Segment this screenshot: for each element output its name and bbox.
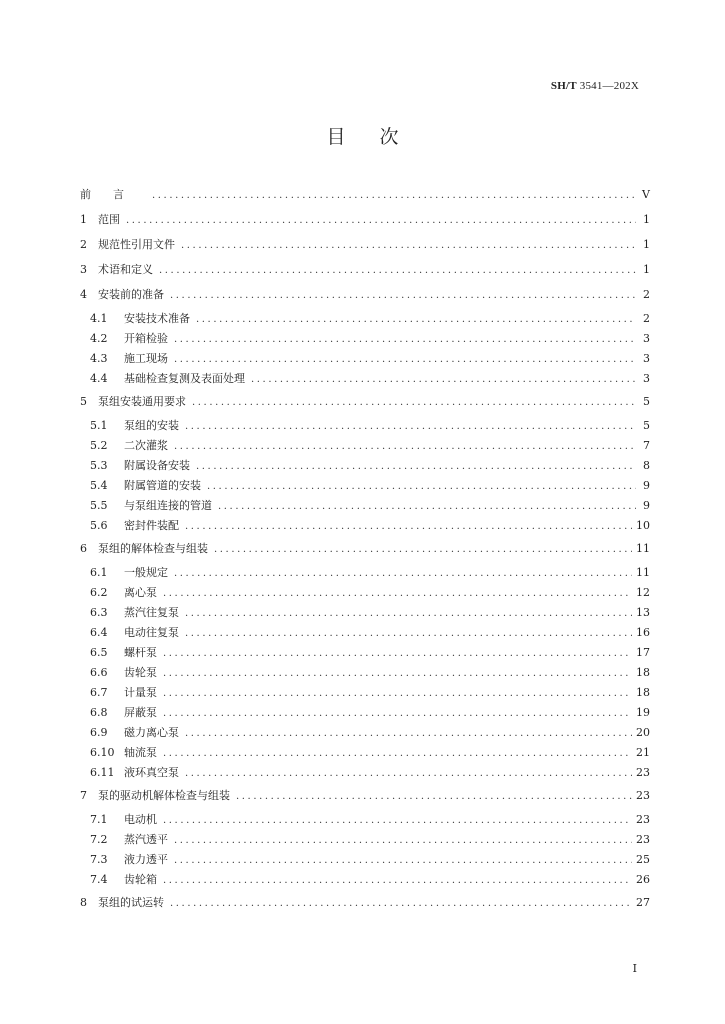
toc-entry[interactable] xyxy=(80,810,650,830)
toc-entry-number: 6.5 xyxy=(90,646,108,659)
toc-entry-page: 21 xyxy=(636,746,650,759)
dot-leader xyxy=(185,604,632,624)
toc-entry-page: 3 xyxy=(643,332,650,345)
toc-entry[interactable] xyxy=(80,683,650,703)
dot-leader xyxy=(214,537,632,562)
dot-leader xyxy=(185,417,636,437)
toc-entry-page: 5 xyxy=(643,419,650,432)
toc-entry-label: 液环真空泵 xyxy=(124,766,179,779)
toc-entry-number: 5.5 xyxy=(90,499,108,512)
toc-entry[interactable] xyxy=(80,583,650,603)
toc-entry-number: 6 xyxy=(80,542,87,555)
toc-entry[interactable] xyxy=(80,257,650,282)
toc-entry-page: V xyxy=(642,188,650,201)
toc-entry[interactable] xyxy=(80,182,650,207)
toc-entry-page: 26 xyxy=(636,873,650,886)
toc-entry-label: 安装前的准备 xyxy=(98,288,164,301)
toc-title: 目次 xyxy=(326,126,433,148)
toc-entry-label: 电动往复泵 xyxy=(124,626,179,639)
toc-entry-number: 6.10 xyxy=(90,746,115,759)
dot-leader xyxy=(218,497,636,517)
toc-entry[interactable] xyxy=(80,603,650,623)
toc-entry-page: 20 xyxy=(636,726,650,739)
toc-entry-number: 6.4 xyxy=(90,626,108,639)
toc-entry-page: 18 xyxy=(636,666,650,679)
toc-entry-page: 23 xyxy=(636,813,650,826)
dot-leader xyxy=(174,831,632,851)
toc-entry-label: 齿轮泵 xyxy=(124,666,157,679)
toc-entry-number: 5.6 xyxy=(90,519,108,532)
toc-entry-label: 螺杆泵 xyxy=(124,646,157,659)
toc-entry[interactable] xyxy=(80,416,650,436)
toc-entry[interactable] xyxy=(80,456,650,476)
toc-entry[interactable] xyxy=(80,890,650,915)
dot-leader xyxy=(185,764,632,784)
toc-entry-label: 二次灌浆 xyxy=(124,439,168,452)
toc-entry-page: 17 xyxy=(636,646,650,659)
toc-entry-page: 11 xyxy=(636,542,650,555)
toc-entry-label: 施工现场 xyxy=(124,352,168,365)
toc-entry-page: 25 xyxy=(636,853,650,866)
toc-entry[interactable] xyxy=(80,783,650,808)
dot-leader xyxy=(185,624,632,644)
toc-entry-label: 术语和定义 xyxy=(98,263,153,276)
dot-leader xyxy=(174,350,636,370)
toc-entry-number: 6.6 xyxy=(90,666,108,679)
toc-entry-page: 7 xyxy=(643,439,650,452)
dot-leader xyxy=(192,390,636,415)
toc-entry-page: 23 xyxy=(636,789,650,802)
toc-entry-number: 4 xyxy=(80,288,87,301)
standard-prefix: SH/T xyxy=(550,80,577,92)
toc-entry-number: 6.8 xyxy=(90,706,108,719)
dot-leader xyxy=(163,871,632,891)
dot-leader xyxy=(170,891,632,916)
toc-entry-number: 4.3 xyxy=(90,352,108,365)
toc-entry-label: 磁力离心泵 xyxy=(124,726,179,739)
toc-entry-page: 1 xyxy=(643,213,650,226)
toc-entry[interactable] xyxy=(80,723,650,743)
toc-entry[interactable] xyxy=(80,282,650,307)
toc-entry[interactable] xyxy=(80,232,650,257)
toc-entry-label: 电动机 xyxy=(124,813,157,826)
toc-entry-label: 附属管道的安装 xyxy=(124,479,201,492)
toc-entry[interactable] xyxy=(80,623,650,643)
toc-entry-number: 7.4 xyxy=(90,873,108,886)
toc-entry-label: 范围 xyxy=(98,213,120,226)
dot-leader xyxy=(181,233,636,258)
toc-entry-page: 9 xyxy=(643,499,650,512)
toc-entry-page: 2 xyxy=(643,288,650,301)
toc-entry-page: 3 xyxy=(643,352,650,365)
dot-leader xyxy=(174,564,632,584)
dot-leader xyxy=(126,208,636,233)
toc-entry[interactable] xyxy=(80,870,650,890)
toc-entry-number: 6.2 xyxy=(90,586,108,599)
toc-entry-number: 6.3 xyxy=(90,606,108,619)
toc-entry-label: 泵组的解体检查与组装 xyxy=(98,542,208,555)
dot-leader xyxy=(163,811,632,831)
toc-entry-page: 13 xyxy=(636,606,650,619)
toc-entry[interactable] xyxy=(80,516,650,536)
toc-entry[interactable] xyxy=(80,563,650,583)
toc-entry-page: 23 xyxy=(636,766,650,779)
toc-entry-page: 18 xyxy=(636,686,650,699)
standard-code xyxy=(551,80,639,92)
toc-entry-number: 5.3 xyxy=(90,459,108,472)
toc-entry-page: 11 xyxy=(636,566,650,579)
toc-entry-number: 5.4 xyxy=(90,479,108,492)
dot-leader xyxy=(163,644,632,664)
toc-entry-label: 前言 xyxy=(80,188,146,201)
toc-entry-page: 12 xyxy=(636,586,650,599)
toc-entry-label: 泵组的安装 xyxy=(124,419,179,432)
toc-entry[interactable] xyxy=(80,743,650,763)
dot-leader xyxy=(163,704,632,724)
toc-entry[interactable] xyxy=(80,763,650,783)
toc-entry-number: 7.1 xyxy=(90,813,108,826)
dot-leader xyxy=(163,684,632,704)
toc-entry-page: 23 xyxy=(636,833,650,846)
toc-entry-page: 1 xyxy=(643,238,650,251)
toc-entry-label: 附属设备安装 xyxy=(124,459,190,472)
toc-entry-label: 一般规定 xyxy=(124,566,168,579)
dot-leader xyxy=(236,784,632,809)
toc-entry-label: 基础检查复测及表面处理 xyxy=(124,372,245,385)
dot-leader xyxy=(174,851,632,871)
toc-entry-page: 19 xyxy=(636,706,650,719)
dot-leader xyxy=(163,744,632,764)
toc-entry-page: 2 xyxy=(643,312,650,325)
toc-entry[interactable] xyxy=(80,369,650,389)
toc-entry-label: 规范性引用文件 xyxy=(98,238,175,251)
toc-entry-page: 27 xyxy=(636,896,650,909)
toc-entry-number: 5 xyxy=(80,395,87,408)
toc-entry-number: 5.1 xyxy=(90,419,108,432)
toc-entry-label: 与泵组连接的管道 xyxy=(124,499,212,512)
toc-entry[interactable] xyxy=(80,436,650,456)
toc-entry[interactable] xyxy=(80,496,650,516)
toc-entry-number: 4.1 xyxy=(90,312,108,325)
dot-leader xyxy=(159,258,636,283)
toc-entry-number: 6.1 xyxy=(90,566,108,579)
dot-leader xyxy=(170,283,636,308)
toc-entry-number: 6.11 xyxy=(90,766,115,779)
toc-entry-page: 16 xyxy=(636,626,650,639)
toc-entry[interactable] xyxy=(80,643,650,663)
dot-leader xyxy=(185,724,632,744)
toc-entry-label: 密封件装配 xyxy=(124,519,179,532)
dot-leader xyxy=(207,477,636,497)
toc-entry[interactable] xyxy=(80,663,650,683)
toc-entry-number: 7 xyxy=(80,789,87,802)
toc-entry-label: 蒸汽透平 xyxy=(124,833,168,846)
toc-entry-page: 5 xyxy=(643,395,650,408)
toc-entry-label: 蒸汽往复泵 xyxy=(124,606,179,619)
dot-leader xyxy=(196,310,636,330)
toc-entry[interactable] xyxy=(80,536,650,561)
toc-entry-label: 计量泵 xyxy=(124,686,157,699)
toc-entry[interactable] xyxy=(80,309,650,329)
toc-entry-label: 轴流泵 xyxy=(124,746,157,759)
toc-entry[interactable] xyxy=(80,349,650,369)
toc-entry-number: 6.7 xyxy=(90,686,108,699)
toc-entry[interactable] xyxy=(80,329,650,349)
toc-entry[interactable] xyxy=(80,207,650,232)
toc-entry-page: 3 xyxy=(643,372,650,385)
toc-entry[interactable] xyxy=(80,703,650,723)
toc-entry-label: 泵的驱动机解体检查与组装 xyxy=(98,789,230,802)
toc-entry[interactable] xyxy=(80,850,650,870)
toc-entry-number: 6.9 xyxy=(90,726,108,739)
toc-entry-page: 9 xyxy=(643,479,650,492)
table-of-contents xyxy=(80,182,650,915)
toc-entry-label: 屏蔽泵 xyxy=(124,706,157,719)
dot-leader xyxy=(174,437,636,457)
toc-entry-label: 齿轮箱 xyxy=(124,873,157,886)
page-number: I xyxy=(632,962,637,975)
dot-leader xyxy=(196,457,636,477)
toc-entry[interactable] xyxy=(80,476,650,496)
dot-leader xyxy=(185,517,632,537)
dot-leader xyxy=(152,183,636,208)
toc-entry-label: 泵组安装通用要求 xyxy=(98,395,186,408)
dot-leader xyxy=(163,664,632,684)
dot-leader xyxy=(251,370,636,390)
toc-entry-label: 离心泵 xyxy=(124,586,157,599)
toc-entry[interactable] xyxy=(80,830,650,850)
toc-entry-label: 液力透平 xyxy=(124,853,168,866)
toc-entry-label: 泵组的试运转 xyxy=(98,896,164,909)
toc-entry-page: 10 xyxy=(636,519,650,532)
toc-entry-number: 8 xyxy=(80,896,87,909)
toc-entry-page: 1 xyxy=(643,263,650,276)
toc-entry-number: 2 xyxy=(80,238,87,251)
toc-entry-number: 7.3 xyxy=(90,853,108,866)
toc-entry-number: 1 xyxy=(80,213,87,226)
toc-entry-number: 5.2 xyxy=(90,439,108,452)
standard-number: 3541—202X xyxy=(579,80,639,92)
toc-entry[interactable] xyxy=(80,389,650,414)
dot-leader xyxy=(163,584,632,604)
toc-entry-label: 安装技术准备 xyxy=(124,312,190,325)
dot-leader xyxy=(174,330,636,350)
toc-entry-number: 4.2 xyxy=(90,332,108,345)
toc-entry-number: 3 xyxy=(80,263,87,276)
toc-entry-number: 7.2 xyxy=(90,833,108,846)
toc-entry-page: 8 xyxy=(643,459,650,472)
toc-entry-label: 开箱检验 xyxy=(124,332,168,345)
toc-entry-number: 4.4 xyxy=(90,372,108,385)
